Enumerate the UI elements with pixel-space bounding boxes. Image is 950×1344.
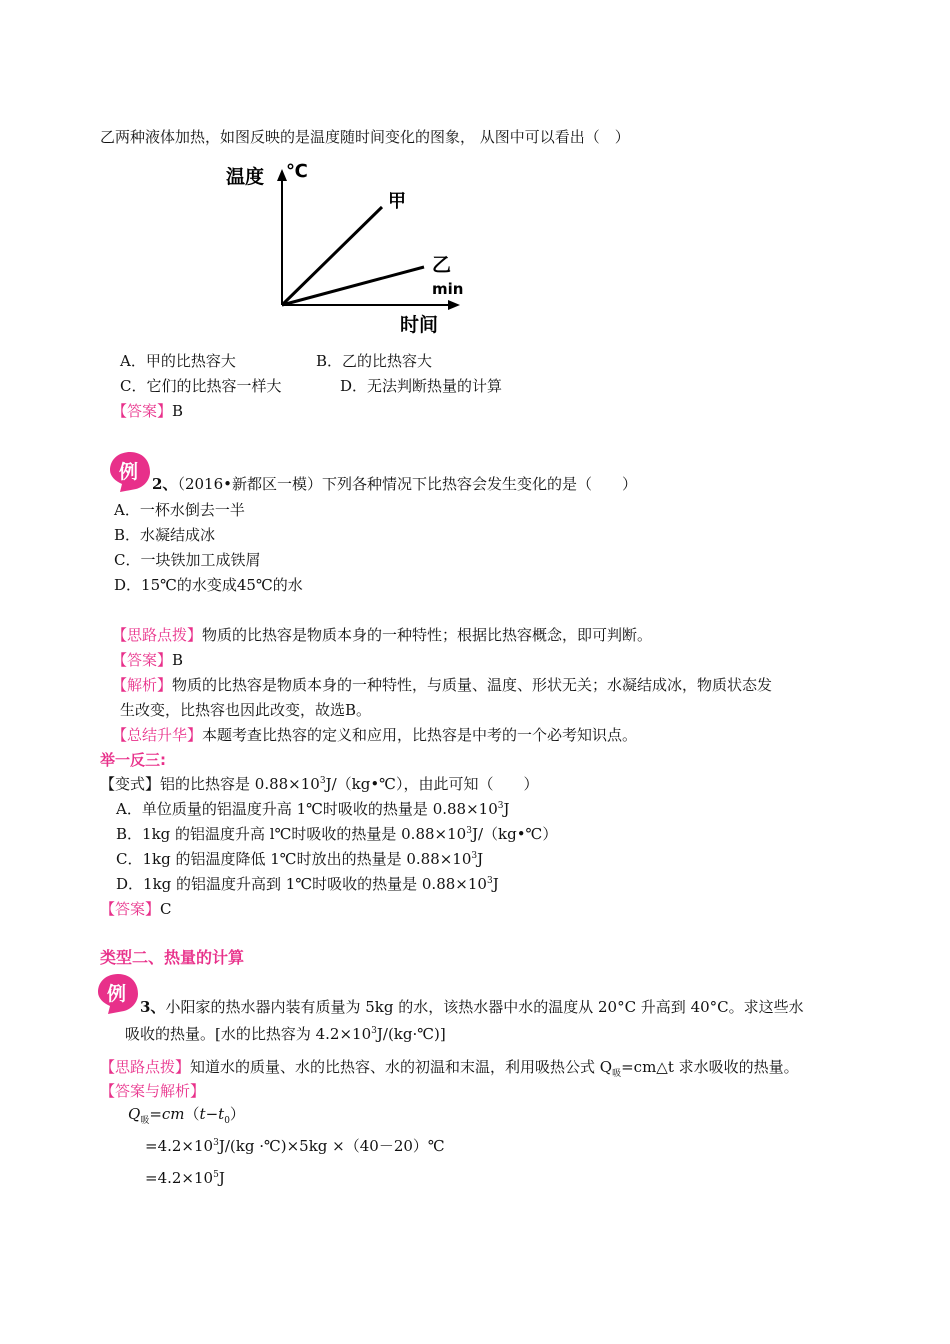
formula-close: ） [229,1105,245,1123]
formula-text-end: J [218,1169,225,1187]
hint-text: 知道水的质量、水的比热容、水的初温和末温，利用吸热公式 Q [190,1058,613,1076]
q2-summary [112,725,637,745]
option-text: A．单位质量的铝温度升高 1℃时吸收的热量是 0.88×10 [116,800,498,818]
x-axis-arrow [448,300,460,310]
answer-tag: 【答案与解析】 [100,1082,206,1100]
answer-value: C [160,900,172,918]
q3-stem-unit: J/(kg·℃)] [376,1025,446,1043]
q2-answer [112,650,183,670]
q3-number: 3、 [140,998,166,1016]
q2-option-a: A．一杯水倒去一半 [114,501,245,519]
hint-text: 物质的比热容是物质本身的一种特性；根据比热容概念，即可判断。 [202,626,653,644]
q2-option-d: D．15℃的水变成45℃的水 [114,576,303,594]
formula-text: =4.2×10 [145,1137,214,1155]
x-axis-label: 时间 [400,314,439,336]
practice-answer [100,899,172,919]
q3-stem-text-2: 吸收的热量。[水的比热容为 4.2×10 [125,1025,372,1043]
q2-analysis-cont: 生改变，比热容也因此改变，故选B。 [120,701,372,719]
practice-stem-post: J/（kg•℃），由此可知（ ） [325,775,539,793]
q1-option-a: A．甲的比热容大 [120,352,236,370]
option-unit: J/（kg•℃） [471,825,558,843]
q2-hint [112,625,652,645]
option-text: D．1kg 的铝温度升高到 1℃时吸收的热量是 0.88×10 [116,875,487,893]
q2-stem-text: （2016•新都区一模）下列各种情况下比热容会发生变化的是（ ） [177,475,637,493]
line-jia-label: 甲 [388,191,406,212]
exponent: 3 [497,801,504,811]
option-unit: J [492,875,499,893]
badge-text: 例 [107,983,127,1005]
formula-line-1 [128,1104,245,1124]
summary-text: 本题考查比热容的定义和应用，比热容是中考的一个必考知识点。 [202,726,638,744]
q1-option-d: D．无法判断热量的计算 [340,377,503,395]
practice-stem [100,774,538,794]
example-badge [96,972,140,1016]
q2-analysis [112,675,772,695]
formula-line-2 [145,1136,445,1156]
formula-eq: = [149,1105,162,1123]
q3-answer-tag [100,1081,205,1101]
formula-text: =4.2×10 [145,1169,214,1187]
answer-tag: 【答案】 [112,651,173,669]
practice-option-b [116,824,557,844]
formula-q: Q [128,1105,141,1123]
q1-answer [112,401,183,421]
answer-tag: 【答案】 [100,900,161,918]
exponent: 3 [213,1138,219,1148]
formula-line-3 [145,1168,225,1188]
practice-option-a [116,799,510,819]
q3-stem-cont [125,1024,446,1044]
section-heading: 类型二、热量的计算 [100,948,245,967]
practice-heading: 举一反三: [100,751,166,769]
option-text: B．1kg 的铝温度升高 l℃时吸收的热量是 0.88×10 [116,825,467,843]
exponent: 5 [213,1170,219,1180]
practice-option-c [116,849,483,869]
option-unit: J [503,800,510,818]
badge-text: 例 [119,461,139,483]
subscript: 0 [224,1116,230,1126]
exponent: 3 [371,1026,377,1036]
option-text: C．1kg 的铝温度降低 1℃时放出的热量是 0.88×10 [116,850,472,868]
option-unit: J [477,850,484,868]
formula-minus: − [205,1105,219,1123]
q3-stem [140,997,804,1017]
q1-option-b: B．乙的比热容大 [316,352,433,370]
practice-tag: 【变式】 [100,775,161,793]
exponent: 3 [319,776,326,786]
q3-hint [100,1057,799,1077]
subscript: 吸 [140,1116,150,1126]
exponent: 3 [486,876,493,886]
y-axis-unit: ℃ [286,161,308,182]
exponent: 3 [471,851,478,861]
q2-option-c: C．一块铁加工成铁屑 [114,551,261,569]
exponent: 3 [466,826,472,836]
q3-stem-text-1: 小阳家的热水器内装有质量为 5kg 的水，该热水器中水的温度从 20°C 升高到 40°C。求这些水 [165,998,804,1016]
answer-tag: 【答案】 [112,402,173,420]
formula-t: t [199,1105,206,1123]
temperature-time-graph [222,157,482,337]
q2-stem [152,474,637,494]
q2-option-b: B．水凝结成冰 [114,526,216,544]
q2-number: 2、 [152,475,178,493]
answer-value: B [172,402,184,420]
hint-tag: 【思路点拨】 [100,1058,191,1076]
subscript: 吸 [612,1069,622,1079]
formula-open: （ [184,1105,200,1123]
analysis-tag: 【解析】 [112,676,173,694]
summary-tag: 【总结升华】 [112,726,203,744]
intro-text: 乙两种液体加热，如图反映的是温度随时间变化的图象， 从图中可以看出（ ） [100,128,630,146]
q1-option-c: C．它们的比热容一样大 [120,377,282,395]
y-axis-label: 温度 [226,166,265,188]
formula-text-end: J/(kg ·℃)×5kg ×（40－20）℃ [218,1137,445,1155]
answer-value: B [172,651,184,669]
formula-cm: cm [161,1105,185,1123]
line-yi-label: 乙 [432,254,452,276]
x-axis-unit: min [432,280,464,298]
formula-t0: t [218,1105,225,1123]
hint-text-end: =cm△t 求水吸收的热量。 [621,1058,799,1076]
practice-stem-pre: 铝的比热容是 0.88×10 [160,775,320,793]
hint-tag: 【思路点拨】 [112,626,203,644]
analysis-text-1: 物质的比热容是物质本身的一种特性，与质量、温度、形状无关；水凝结成冰，物质状态发 [172,676,773,694]
practice-option-d [116,874,499,894]
example-badge [108,450,152,494]
